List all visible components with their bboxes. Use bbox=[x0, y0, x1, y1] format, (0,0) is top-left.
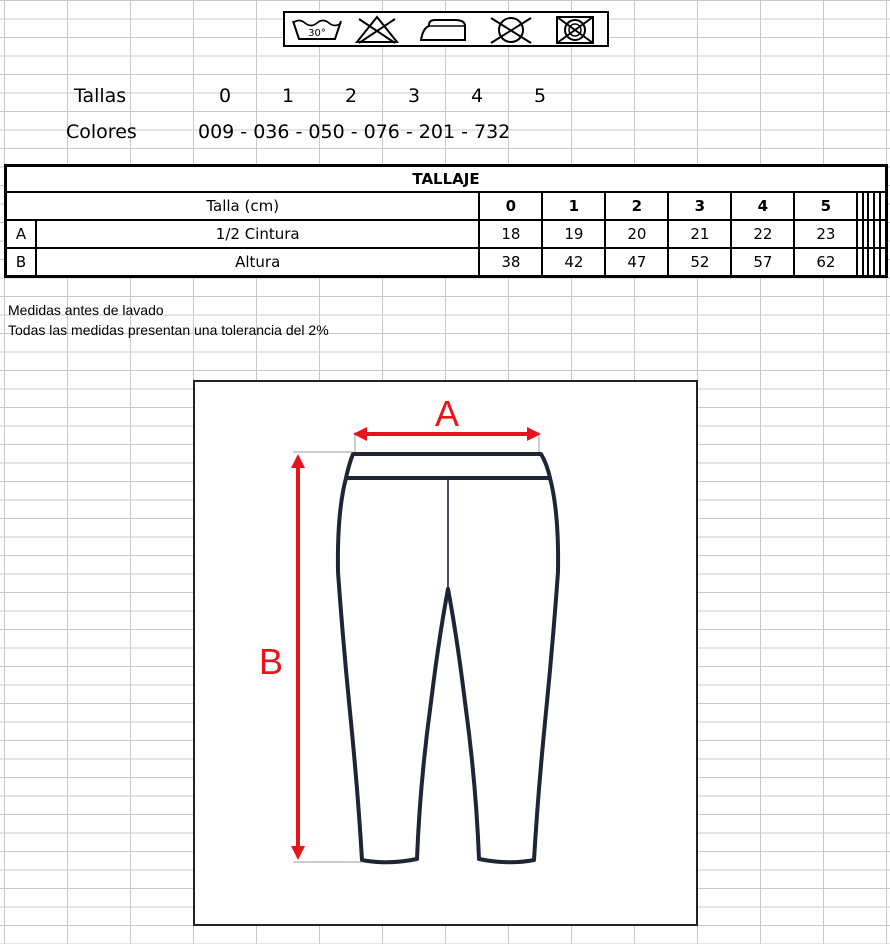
note-tolerance: Todas las medidas presentan una tolerancia del 2% bbox=[8, 322, 329, 338]
measure-value: 62 bbox=[794, 248, 857, 277]
table-title: TALLAJE bbox=[6, 166, 887, 193]
size-value: 5 bbox=[533, 85, 547, 107]
size-header-cell: 4 bbox=[731, 192, 794, 220]
measure-value: 42 bbox=[542, 248, 605, 277]
note-before-washing: Medidas antes de lavado bbox=[8, 302, 164, 318]
sizes-label: Tallas bbox=[74, 85, 127, 107]
size-value: 0 bbox=[218, 85, 232, 107]
leggings-drawing bbox=[195, 382, 700, 928]
measure-name: 1/2 Cintura bbox=[36, 220, 479, 248]
empty-cell bbox=[880, 192, 887, 220]
care-symbols-bar bbox=[283, 11, 609, 47]
empty-cell bbox=[880, 248, 887, 277]
waistband-outline bbox=[346, 454, 550, 478]
size-header-cell: 2 bbox=[605, 192, 668, 220]
measure-value: 38 bbox=[479, 248, 542, 277]
measure-value: 47 bbox=[605, 248, 668, 277]
size-table bbox=[4, 164, 888, 278]
colors-value: 009 - 036 - 050 - 076 - 201 - 732 bbox=[198, 121, 511, 143]
iron-icon bbox=[413, 15, 473, 45]
measure-value: 52 bbox=[668, 248, 731, 277]
size-value: 3 bbox=[407, 85, 421, 107]
size-header-cell: 1 bbox=[542, 192, 605, 220]
label-a: A bbox=[434, 393, 460, 434]
empty-cell bbox=[880, 220, 887, 248]
measure-value: 21 bbox=[668, 220, 731, 248]
measure-value: 19 bbox=[542, 220, 605, 248]
size-header-cell: 0 bbox=[479, 192, 542, 220]
size-header-cell: 5 bbox=[794, 192, 857, 220]
size-header-cell: 3 bbox=[668, 192, 731, 220]
wash-30-icon bbox=[287, 15, 347, 45]
measure-value: 57 bbox=[731, 248, 794, 277]
table-row bbox=[6, 248, 887, 277]
arrow-b-top-head bbox=[291, 454, 305, 468]
measure-code: A bbox=[6, 220, 37, 248]
no-bleach-icon bbox=[347, 15, 407, 45]
table-title-row bbox=[6, 166, 887, 193]
measure-code: B bbox=[6, 248, 37, 277]
wash-temperature-label: 30° bbox=[308, 28, 326, 39]
size-value: 1 bbox=[281, 85, 295, 107]
measure-value: 20 bbox=[605, 220, 668, 248]
size-value: 2 bbox=[344, 85, 358, 107]
measure-name: Altura bbox=[36, 248, 479, 277]
size-header-label: Talla (cm) bbox=[6, 192, 480, 220]
size-value: 4 bbox=[470, 85, 484, 107]
table-row bbox=[6, 220, 887, 248]
no-tumble-dry-icon bbox=[481, 15, 541, 45]
measure-value: 18 bbox=[479, 220, 542, 248]
measure-value: 22 bbox=[731, 220, 794, 248]
no-dry-clean-icon bbox=[545, 15, 605, 45]
arrow-b-bottom-head bbox=[291, 846, 305, 860]
label-b: B bbox=[258, 641, 284, 682]
measure-value: 23 bbox=[794, 220, 857, 248]
table-header-row bbox=[6, 192, 887, 220]
colors-label: Colores bbox=[66, 121, 137, 143]
measurement-diagram bbox=[193, 380, 698, 926]
